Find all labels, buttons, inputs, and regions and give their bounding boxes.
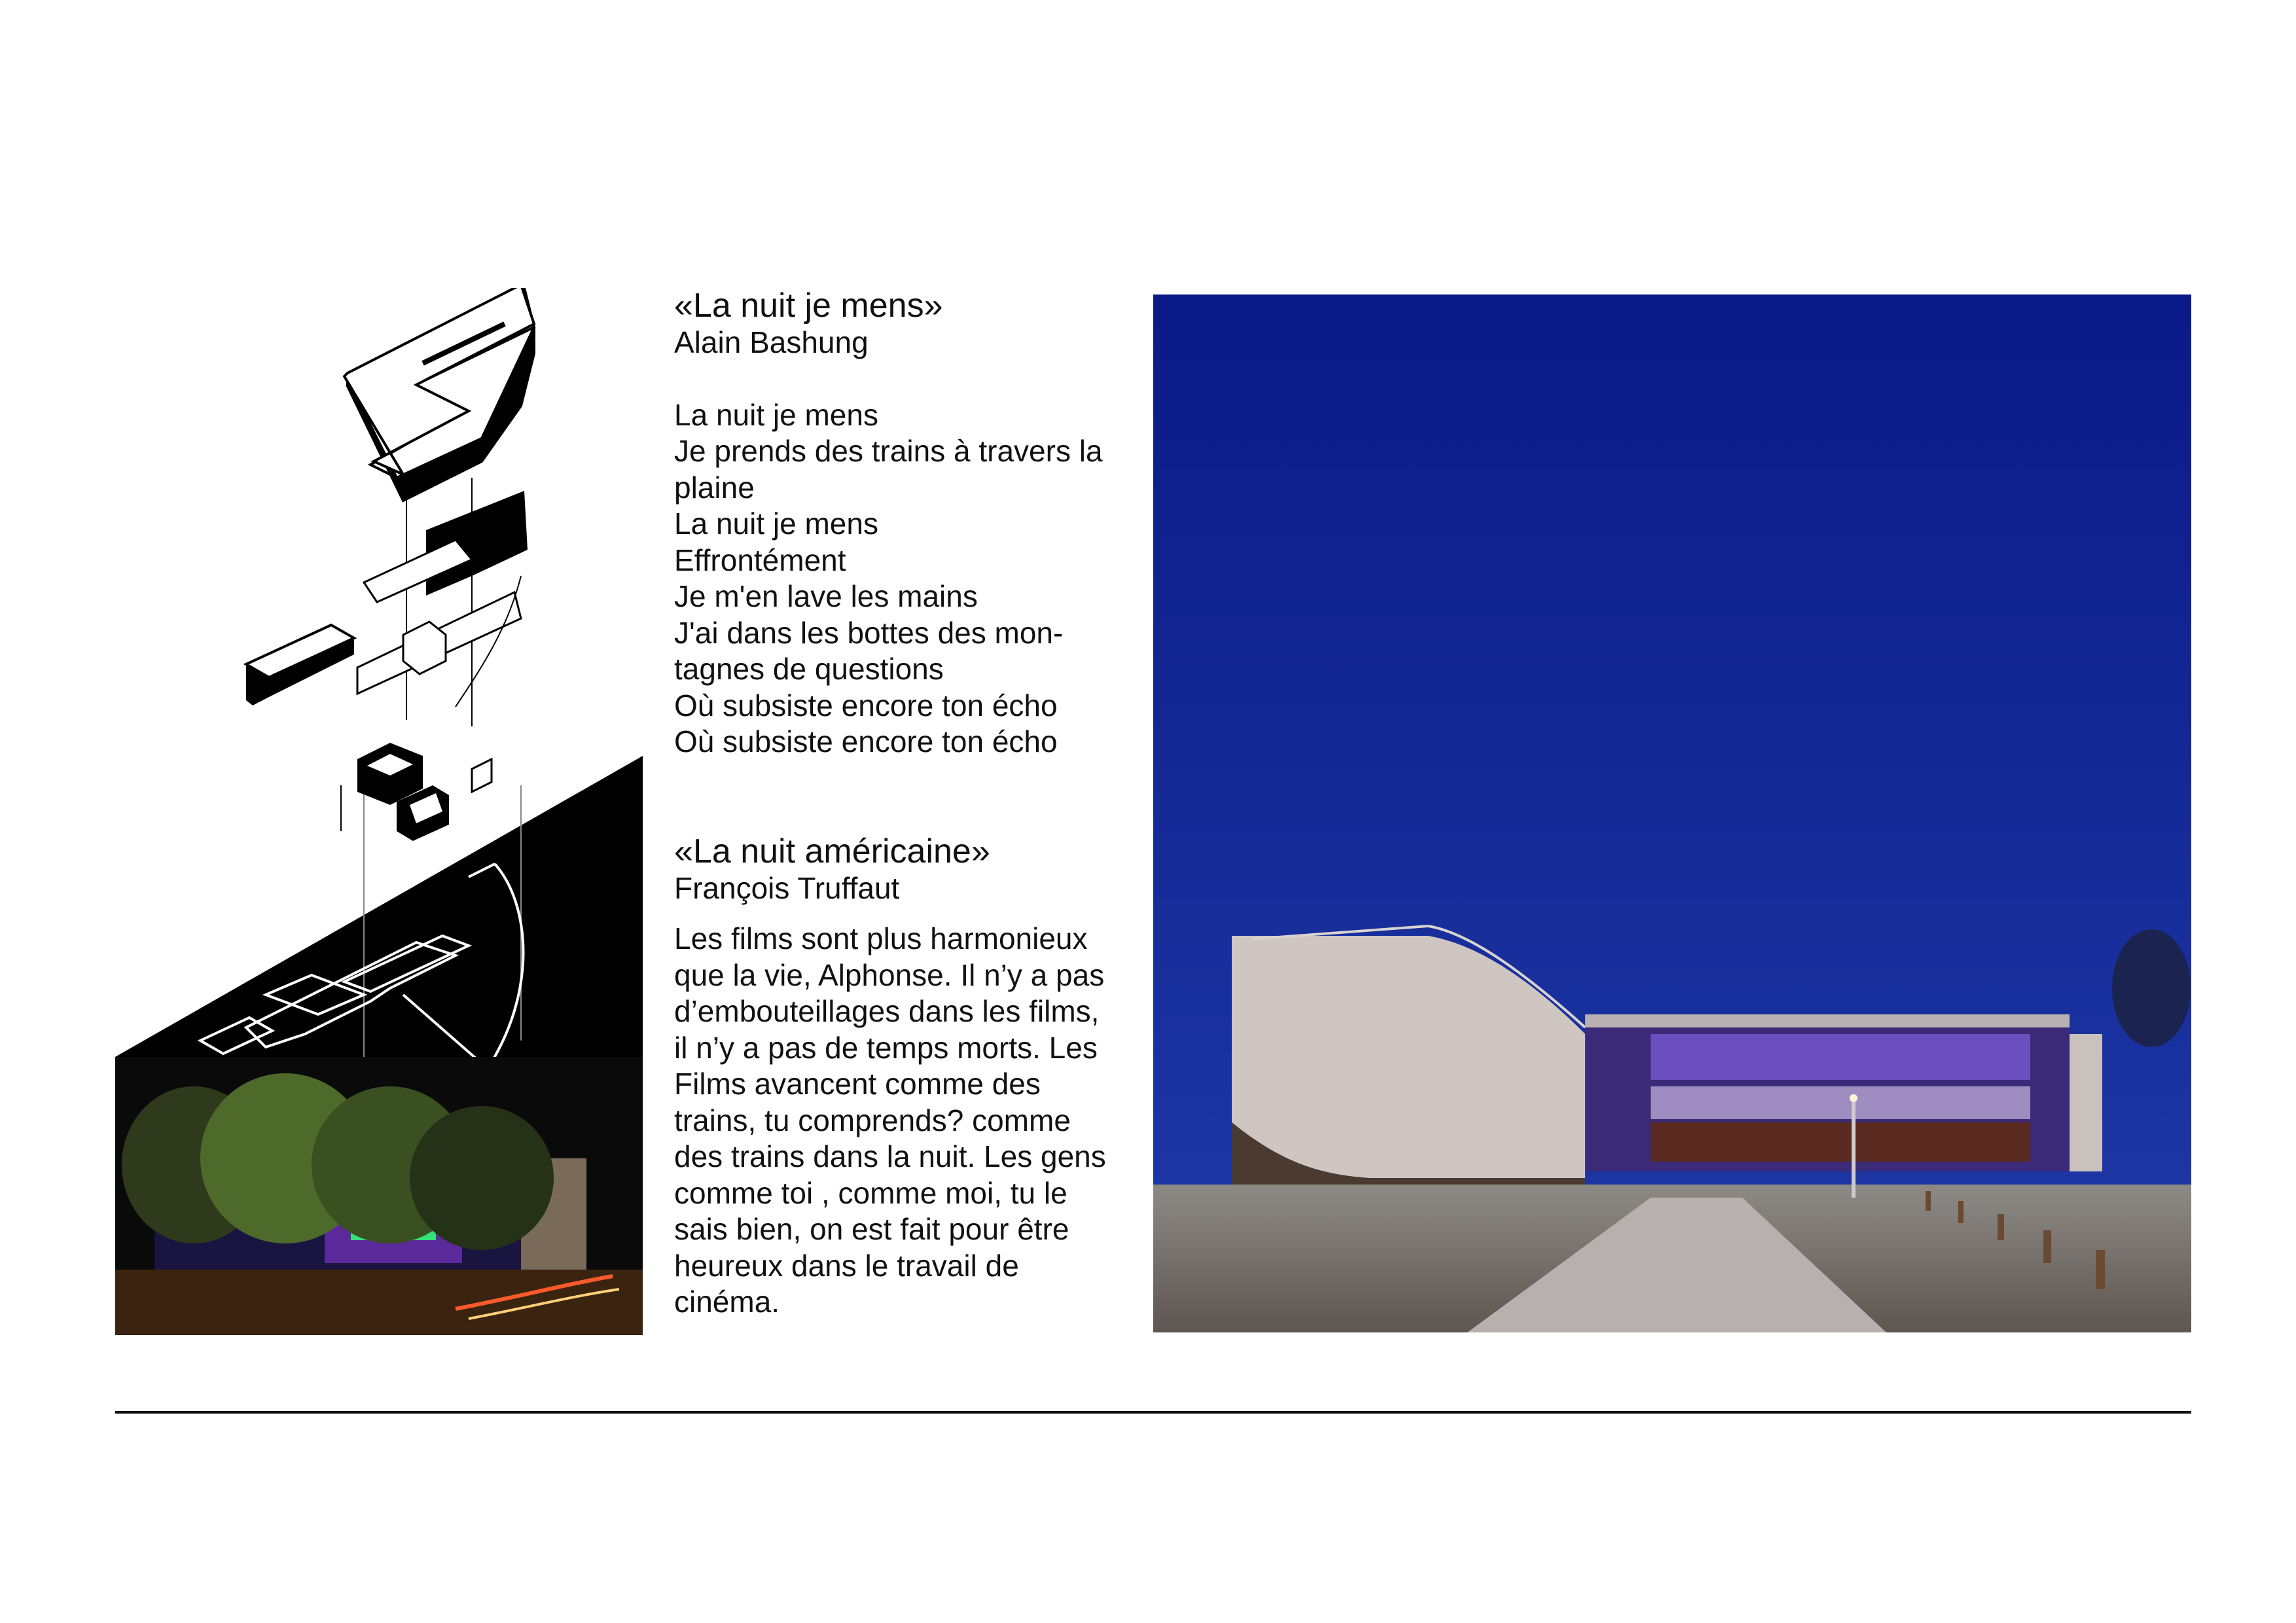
song-verse [674,397,1126,760]
quote-line: Les films sont plus harmonieux [674,921,1088,955]
tree [2112,929,2191,1047]
quote-line: comme toi , comme moi, tu le [674,1175,1067,1210]
verse-line: J'ai dans les bottes des mon- [674,615,1064,650]
song-author: Alain Bashung [674,325,869,359]
verse-line: Je prends des trains à travers la [674,434,1103,468]
film-quote [674,921,1126,1321]
stair-core-layer [357,743,492,841]
film-title: «La nuit américaine» [674,832,990,870]
quote-line: il n’y a pas de temps morts. Les [674,1030,1098,1065]
night-exterior-photo [115,1057,643,1335]
verse-line: Où subsiste encore ton écho [674,724,1058,758]
verse-line: plaine [674,470,755,505]
verse-line: Effrontément [674,543,846,577]
verse-line: La nuit je mens [674,397,878,432]
text-column [674,287,1126,1321]
quote-line: sais bien, on est fait pour être [674,1212,1069,1246]
first-floor-layer [246,491,528,707]
verse-line: tagnes de questions [674,652,944,686]
roof-slab-layer [344,288,534,501]
film-author: François Truffaut [674,870,900,905]
quote-line: trains, tu comprends? comme [674,1103,1071,1137]
quote-line: des trains dans la nuit. Les gens [674,1139,1106,1173]
verse-line: Je m'en lave les mains [674,579,978,613]
quote-line: heureux dans le travail de [674,1248,1019,1283]
quote-line: Films avancent comme des [674,1067,1041,1101]
horizontal-rule [115,1411,2191,1414]
verse-line: Où subsiste encore ton écho [674,688,1058,722]
axonometric-diagram [115,288,643,1335]
quote-line: que la vie, Alphonse. Il n’y a pas [674,957,1105,992]
verse-line: La nuit je mens [674,507,878,541]
building-dusk-photo [1153,294,2191,1332]
quote-line: d’embouteillages dans les films, [674,994,1100,1028]
song-title: «La nuit je mens» [674,287,943,325]
quote-line: cinéma. [674,1285,780,1319]
